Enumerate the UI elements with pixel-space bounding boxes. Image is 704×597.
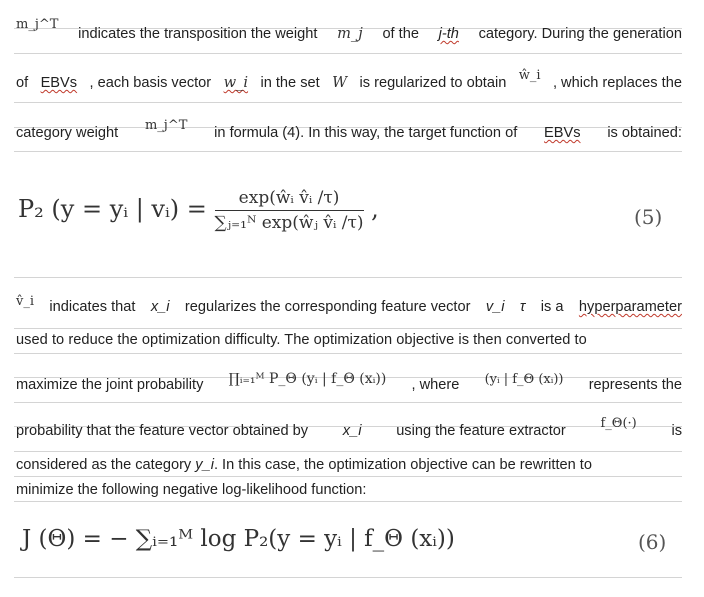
text-run: j-th	[438, 26, 459, 42]
text-line-3	[16, 118, 682, 143]
text-run: represents the	[588, 377, 682, 393]
divider	[14, 277, 682, 278]
math-symbol: f_Θ(·)	[600, 416, 637, 431]
text-run: , where	[411, 377, 460, 393]
text-run: is a	[540, 299, 564, 315]
text-line-4	[16, 294, 682, 317]
equation-number: (6)	[638, 530, 667, 554]
text-run: using the feature extractor	[396, 423, 566, 439]
text-run: , each basis vector	[89, 75, 212, 91]
fraction-denominator: ∑ⱼ₌₁ᴺ exp(ŵⱼ v̂ᵢ /τ)	[214, 213, 364, 233]
equation-6: J (Θ) = − ∑ᵢ₌₁ᴹ log P₂(y = yᵢ | f_Θ (xᵢ))	[22, 526, 455, 552]
divider	[14, 353, 682, 354]
text-run: EBVs	[544, 125, 581, 141]
divider	[14, 53, 682, 54]
text-run: category weight	[16, 125, 119, 141]
equation-number: (5)	[634, 205, 663, 229]
text-run: indicates the transposition the weight	[78, 26, 318, 42]
text-line-1	[16, 17, 682, 44]
divider	[14, 402, 682, 403]
text-run: category. During the generation	[478, 26, 682, 42]
text-run: of the	[382, 26, 419, 42]
math-symbol: v_i	[485, 299, 505, 315]
text-run: regularizes the corresponding feature vector	[184, 299, 471, 315]
math-symbol: v̂_i	[16, 294, 35, 309]
text-run: is regularized to obtain	[359, 75, 507, 91]
text-run: in the set	[260, 75, 320, 91]
text-run: probability that the feature vector obtained by	[16, 423, 309, 439]
divider	[14, 151, 682, 152]
fraction-numerator: exp(ŵᵢ v̂ᵢ /τ)	[215, 188, 364, 211]
text-run: . In this case, the optimization objective can be rewritten to	[213, 457, 592, 473]
text-run: of	[16, 75, 29, 91]
math-symbol: W	[332, 74, 348, 91]
divider	[14, 501, 682, 502]
math-symbol: τ	[519, 299, 526, 315]
divider	[14, 476, 682, 477]
text-line-9: minimize the following negative log-likelihood function:	[16, 482, 367, 498]
math-symbol: x_i	[342, 423, 362, 439]
math-symbol: ŵ_i	[518, 68, 541, 83]
math-symbol: x_i	[150, 299, 170, 315]
math-expression: (yᵢ | f_Θ (xᵢ))	[484, 372, 564, 387]
text-run: considered as the category	[16, 457, 192, 473]
equation-fraction	[215, 188, 364, 233]
text-run: , which replaces the	[552, 75, 682, 91]
text-run: in formula (4). In this way, the target function of	[214, 125, 518, 141]
text-run: EBVs	[40, 75, 78, 91]
text-line-8	[16, 456, 682, 474]
math-symbol: m_j^T	[144, 118, 188, 133]
text-line-7	[16, 416, 682, 441]
text-line-5: used to reduce the optimization difficulty. The optimization objective is then converted to	[16, 332, 587, 348]
equation-lhs: P₂ (y = yᵢ | vᵢ) =	[18, 195, 207, 223]
equation-comma: ,	[371, 195, 379, 223]
divider	[14, 451, 682, 452]
math-symbol: w_i	[223, 74, 249, 91]
equation-5	[18, 188, 379, 233]
divider	[14, 328, 682, 329]
text-run: is obtained:	[607, 125, 682, 141]
text-line-6	[16, 371, 682, 395]
math-symbol: m_j^T	[16, 17, 59, 32]
divider	[14, 577, 682, 578]
text-run: maximize the joint probability	[16, 377, 204, 393]
text-line-2	[16, 68, 682, 93]
text-run: hyperparameter	[578, 299, 682, 315]
text-run: is	[671, 423, 682, 439]
math-expression: ∏ᵢ₌₁ᴹ P_Θ (yᵢ | f_Θ (xᵢ))	[228, 371, 387, 387]
math-symbol: y_i	[195, 457, 214, 473]
math-symbol: m_j	[337, 25, 363, 42]
text-run: indicates that	[49, 299, 136, 315]
divider	[14, 102, 682, 103]
